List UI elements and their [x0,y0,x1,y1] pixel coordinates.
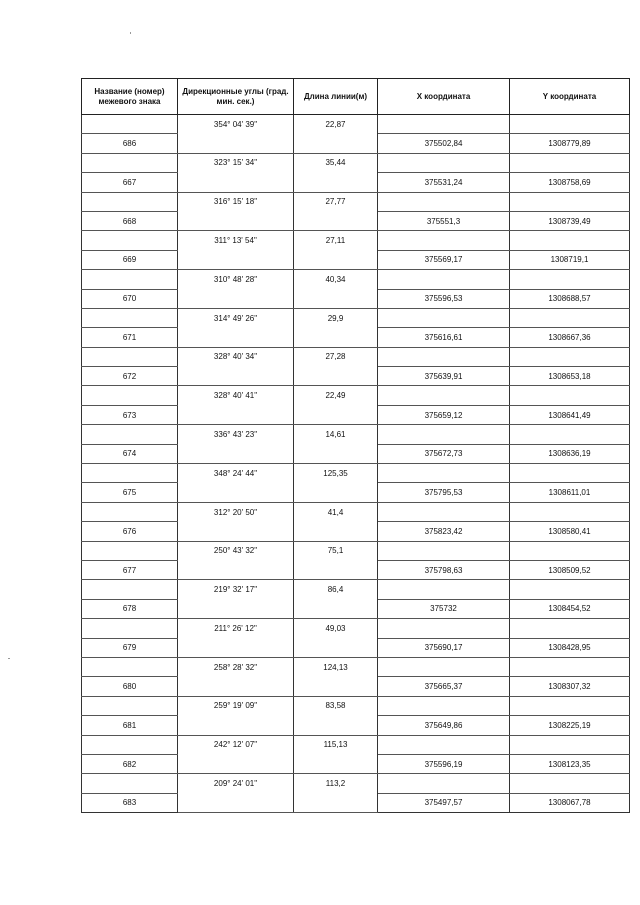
x-coordinate: 375732 [378,599,510,618]
point-name [82,619,178,638]
point-name: 677 [82,560,178,579]
point-name [82,231,178,250]
x-coordinate [378,115,510,134]
scan-speck [130,32,131,34]
point-row [82,793,630,812]
point-name [82,270,178,289]
direction-angle [178,289,294,308]
line-length [294,483,378,502]
point-name: 670 [82,289,178,308]
y-coordinate: 1308739,49 [510,211,630,230]
line-length [294,638,378,657]
line-row [82,774,630,793]
direction-angle: 348° 24' 44" [178,464,294,483]
table-body [82,115,630,813]
y-coordinate: 1308580,41 [510,522,630,541]
point-row [82,444,630,463]
point-name: 668 [82,211,178,230]
point-name [82,735,178,754]
x-coordinate: 375531,24 [378,173,510,192]
point-name [82,541,178,560]
direction-angle: 211° 26' 12" [178,619,294,638]
point-row [82,405,630,424]
point-name: 683 [82,793,178,812]
y-coordinate: 1308509,52 [510,560,630,579]
y-coordinate [510,774,630,793]
x-coordinate [378,308,510,327]
x-coordinate: 375596,53 [378,289,510,308]
direction-angle: 242° 12' 07" [178,735,294,754]
y-coordinate [510,464,630,483]
y-coordinate: 1308454,52 [510,599,630,618]
point-name: 686 [82,134,178,153]
y-coordinate [510,735,630,754]
direction-angle [178,405,294,424]
line-length [294,444,378,463]
line-row [82,502,630,521]
line-length [294,599,378,618]
direction-angle: 219° 32' 17" [178,580,294,599]
point-name: 671 [82,328,178,347]
point-name [82,153,178,172]
y-coordinate [510,347,630,366]
y-coordinate [510,425,630,444]
direction-angle: 314° 49' 26" [178,308,294,327]
direction-angle [178,483,294,502]
y-coordinate [510,192,630,211]
direction-angle [178,638,294,657]
point-name: 674 [82,444,178,463]
point-row [82,173,630,192]
line-length: 27,77 [294,192,378,211]
line-length [294,289,378,308]
point-row [82,289,630,308]
header-length: Длина линии(м) [294,79,378,115]
point-name [82,580,178,599]
line-row [82,580,630,599]
point-name: 681 [82,716,178,735]
line-length: 125,35 [294,464,378,483]
point-row [82,483,630,502]
line-row [82,270,630,289]
y-coordinate: 1308428,95 [510,638,630,657]
x-coordinate [378,464,510,483]
point-name [82,308,178,327]
line-length [294,367,378,386]
y-coordinate: 1308719,1 [510,250,630,269]
line-length [294,173,378,192]
direction-angle [178,444,294,463]
direction-angle: 209° 24' 01" [178,774,294,793]
line-length: 124,13 [294,657,378,676]
point-row [82,560,630,579]
line-row [82,308,630,327]
line-row [82,735,630,754]
y-coordinate: 1308636,19 [510,444,630,463]
line-length: 86,4 [294,580,378,599]
direction-angle [178,599,294,618]
x-coordinate: 375823,42 [378,522,510,541]
point-name [82,502,178,521]
direction-angle: 328° 40' 41" [178,386,294,405]
point-name [82,464,178,483]
line-row [82,115,630,134]
direction-angle [178,560,294,579]
line-length: 75,1 [294,541,378,560]
y-coordinate [510,153,630,172]
direction-angle: 259° 19' 09" [178,696,294,715]
y-coordinate [510,502,630,521]
x-coordinate [378,347,510,366]
line-length: 27,28 [294,347,378,366]
point-name: 673 [82,405,178,424]
point-name: 667 [82,173,178,192]
direction-angle [178,716,294,735]
x-coordinate: 375795,53 [378,483,510,502]
x-coordinate: 375690,17 [378,638,510,657]
line-length [294,405,378,424]
line-length [294,754,378,773]
line-length: 40,34 [294,270,378,289]
line-length: 14,61 [294,425,378,444]
line-length [294,211,378,230]
y-coordinate: 1308067,78 [510,793,630,812]
x-coordinate: 375596,19 [378,754,510,773]
line-row [82,347,630,366]
direction-angle [178,677,294,696]
point-row [82,211,630,230]
x-coordinate [378,657,510,676]
line-length [294,328,378,347]
point-name: 678 [82,599,178,618]
y-coordinate: 1308225,19 [510,716,630,735]
direction-angle: 312° 20' 50" [178,502,294,521]
line-length: 22,49 [294,386,378,405]
line-length [294,716,378,735]
x-coordinate [378,270,510,289]
header-angle: Дирекционные углы (град. мин. сек.) [178,79,294,115]
direction-angle [178,173,294,192]
y-coordinate: 1308123,35 [510,754,630,773]
point-name [82,386,178,405]
x-coordinate: 375551,3 [378,211,510,230]
y-coordinate [510,115,630,134]
x-coordinate: 375497,57 [378,793,510,812]
point-row [82,134,630,153]
y-coordinate: 1308779,89 [510,134,630,153]
x-coordinate [378,386,510,405]
y-coordinate: 1308611,01 [510,483,630,502]
line-row [82,541,630,560]
line-length [294,522,378,541]
point-row [82,754,630,773]
line-row [82,464,630,483]
point-row [82,677,630,696]
y-coordinate: 1308307,32 [510,677,630,696]
y-coordinate [510,580,630,599]
line-row [82,153,630,172]
x-coordinate: 375798,63 [378,560,510,579]
direction-angle: 323° 15' 34" [178,153,294,172]
line-length [294,793,378,812]
line-row [82,657,630,676]
x-coordinate: 375616,61 [378,328,510,347]
direction-angle: 310° 48' 28" [178,270,294,289]
x-coordinate [378,425,510,444]
header-x: X координата [378,79,510,115]
direction-angle: 316° 15' 18" [178,192,294,211]
point-name [82,347,178,366]
direction-angle [178,367,294,386]
line-row [82,231,630,250]
x-coordinate: 375639,91 [378,367,510,386]
line-length: 113,2 [294,774,378,793]
point-name [82,696,178,715]
direction-angle [178,793,294,812]
y-coordinate: 1308641,49 [510,405,630,424]
point-name: 669 [82,250,178,269]
point-name: 682 [82,754,178,773]
x-coordinate [378,619,510,638]
x-coordinate: 375649,86 [378,716,510,735]
y-coordinate: 1308688,57 [510,289,630,308]
y-coordinate [510,619,630,638]
point-name: 676 [82,522,178,541]
line-row [82,386,630,405]
line-length: 22,87 [294,115,378,134]
header-name: Название (номер) межевого знака [82,79,178,115]
point-name [82,192,178,211]
line-length: 41,4 [294,502,378,521]
y-coordinate [510,696,630,715]
line-length [294,560,378,579]
x-coordinate [378,231,510,250]
point-name [82,774,178,793]
point-row [82,367,630,386]
x-coordinate: 375665,37 [378,677,510,696]
line-length [294,250,378,269]
y-coordinate [510,270,630,289]
direction-angle [178,134,294,153]
y-coordinate: 1308653,18 [510,367,630,386]
table-header [82,79,630,115]
x-coordinate [378,192,510,211]
line-length [294,134,378,153]
line-row [82,696,630,715]
x-coordinate [378,580,510,599]
header-y: Y координата [510,79,630,115]
line-length: 35,44 [294,153,378,172]
line-length [294,677,378,696]
line-length: 115,13 [294,735,378,754]
direction-angle: 258° 28' 32" [178,657,294,676]
point-name: 680 [82,677,178,696]
x-coordinate [378,153,510,172]
point-name [82,115,178,134]
y-coordinate [510,541,630,560]
line-row [82,425,630,444]
y-coordinate [510,231,630,250]
line-length: 83,58 [294,696,378,715]
y-coordinate: 1308758,69 [510,173,630,192]
x-coordinate [378,541,510,560]
y-coordinate [510,386,630,405]
point-row [82,328,630,347]
point-name [82,425,178,444]
x-coordinate: 375502,84 [378,134,510,153]
direction-angle: 354° 04' 39" [178,115,294,134]
x-coordinate: 375659,12 [378,405,510,424]
direction-angle: 328° 40' 34" [178,347,294,366]
direction-angle [178,522,294,541]
y-coordinate [510,308,630,327]
direction-angle [178,754,294,773]
y-coordinate: 1308667,36 [510,328,630,347]
direction-angle: 336° 43' 23" [178,425,294,444]
line-length: 27,11 [294,231,378,250]
point-row [82,250,630,269]
direction-angle [178,250,294,269]
point-name: 672 [82,367,178,386]
point-row [82,599,630,618]
x-coordinate: 375672,73 [378,444,510,463]
line-row [82,619,630,638]
x-coordinate: 375569,17 [378,250,510,269]
direction-angle [178,211,294,230]
x-coordinate [378,735,510,754]
coordinates-table [81,78,630,813]
x-coordinate [378,696,510,715]
direction-angle: 250° 43' 32" [178,541,294,560]
point-name [82,657,178,676]
y-coordinate [510,657,630,676]
point-name: 675 [82,483,178,502]
point-name: 679 [82,638,178,657]
line-row [82,192,630,211]
direction-angle [178,328,294,347]
direction-angle: 311° 13' 54" [178,231,294,250]
line-length: 29,9 [294,308,378,327]
scan-speck [8,658,10,659]
point-row [82,522,630,541]
x-coordinate [378,502,510,521]
point-row [82,716,630,735]
line-length: 49,03 [294,619,378,638]
x-coordinate [378,774,510,793]
point-row [82,638,630,657]
